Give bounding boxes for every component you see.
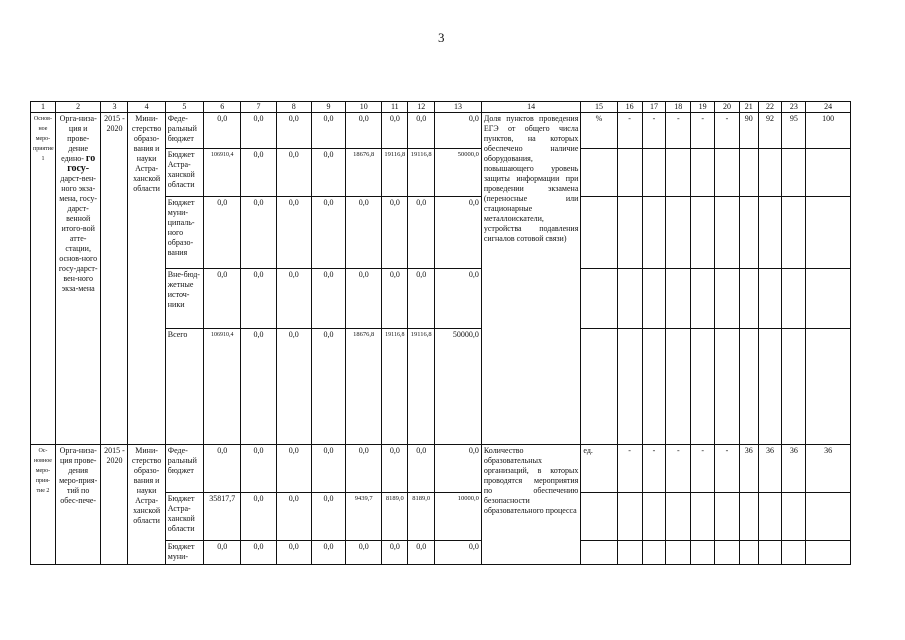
target-cell: - <box>691 445 715 493</box>
target-cell: 36 <box>739 445 758 493</box>
value-cell: 0,0 <box>311 269 345 329</box>
value-cell: 0,0 <box>276 113 311 149</box>
empty-cell <box>739 329 758 445</box>
empty-cell <box>715 493 740 541</box>
target-cell: 36 <box>782 445 806 493</box>
empty-cell <box>806 541 851 565</box>
value-cell: 0,0 <box>241 329 276 445</box>
value-cell: 0,0 <box>408 269 435 329</box>
funding-source: Феде-ральный бюджет <box>165 113 203 149</box>
value-cell: 0,0 <box>204 445 241 493</box>
funding-source: Бюджет Астра-ханской области <box>165 149 203 197</box>
value-cell: 0,0 <box>382 445 408 493</box>
col-header: 8 <box>276 102 311 113</box>
measure-2-period: 2015 - 2020 <box>101 445 128 565</box>
empty-cell <box>782 541 806 565</box>
target-cell: 100 <box>806 113 851 149</box>
funding-source: Бюджет муни-ципаль-ного образо-вания <box>165 197 203 269</box>
value-cell: 0,0 <box>241 113 276 149</box>
value-cell: 0,0 <box>435 197 482 269</box>
empty-cell <box>617 541 642 565</box>
funding-source: Бюджет муни- <box>165 541 203 565</box>
value-cell: 0,0 <box>382 113 408 149</box>
empty-cell <box>617 197 642 269</box>
value-cell: 0,0 <box>346 445 382 493</box>
empty-cell <box>691 329 715 445</box>
funding-source: Феде-ральный бюджет <box>165 445 203 493</box>
empty-cell <box>758 329 782 445</box>
measure-1-indicator: Доля пунктов проведения ЕГЭ от общего числа пунктов, на которых обеспечено наличие оборудования, повышающего уровень защиты информации при проведении экзамена (переносные или стационарные металлоискатели, устройства подавления сигналов сотовой связи) <box>481 113 581 445</box>
value-cell: 0,0 <box>311 493 345 541</box>
measure-1-org-bold: го госу- <box>67 153 96 174</box>
value-cell: 0,0 <box>241 269 276 329</box>
empty-cell <box>581 493 617 541</box>
col-header: 15 <box>581 102 617 113</box>
empty-cell <box>581 329 617 445</box>
value-cell: 0,0 <box>204 269 241 329</box>
col-header: 22 <box>758 102 782 113</box>
measure-1-org-text: Орга-низа-ция и прове-дение едино- <box>59 114 97 163</box>
page-number: 3 <box>438 30 445 45</box>
measure-2-name: Ос-новное меро-прия-тие 2 <box>31 445 56 565</box>
value-cell: 0,0 <box>204 113 241 149</box>
value-cell: 0,0 <box>241 493 276 541</box>
empty-cell <box>715 329 740 445</box>
value-cell: 50000,0 <box>435 149 482 197</box>
empty-cell <box>739 269 758 329</box>
empty-cell <box>782 197 806 269</box>
empty-cell <box>666 493 691 541</box>
col-header: 3 <box>101 102 128 113</box>
col-header: 12 <box>408 102 435 113</box>
value-cell: 0,0 <box>204 541 241 565</box>
value-cell: 10000,0 <box>435 493 482 541</box>
value-cell: 18676,8 <box>346 329 382 445</box>
funding-source: Бюджет Астра-ханской области <box>165 493 203 541</box>
col-header: 6 <box>204 102 241 113</box>
col-header: 1 <box>31 102 56 113</box>
value-cell: 0,0 <box>276 445 311 493</box>
empty-cell <box>642 269 666 329</box>
empty-cell <box>782 329 806 445</box>
empty-cell <box>581 197 617 269</box>
empty-cell <box>715 197 740 269</box>
empty-cell <box>739 149 758 197</box>
program-table <box>30 101 851 565</box>
empty-cell <box>715 149 740 197</box>
indicator-unit: % <box>581 113 617 149</box>
value-cell: 0,0 <box>408 197 435 269</box>
value-cell: 0,0 <box>346 541 382 565</box>
value-cell: 0,0 <box>276 493 311 541</box>
value-cell: 19116,8 <box>382 149 408 197</box>
target-cell: - <box>642 113 666 149</box>
empty-cell <box>617 149 642 197</box>
empty-cell <box>782 269 806 329</box>
empty-cell <box>642 493 666 541</box>
empty-cell <box>806 329 851 445</box>
indicator-unit: ед. <box>581 445 617 493</box>
empty-cell <box>617 329 642 445</box>
target-cell: 95 <box>782 113 806 149</box>
target-cell: - <box>715 445 740 493</box>
empty-cell <box>806 197 851 269</box>
empty-cell <box>758 269 782 329</box>
value-cell: 0,0 <box>435 541 482 565</box>
empty-cell <box>806 149 851 197</box>
measure-1-name: Основ-ное меро-приятие 1 <box>31 113 56 445</box>
measure-1-organization <box>55 113 101 445</box>
empty-cell <box>691 493 715 541</box>
empty-cell <box>642 149 666 197</box>
value-cell: 0,0 <box>241 149 276 197</box>
value-cell: 8189,0 <box>408 493 435 541</box>
target-cell: - <box>642 445 666 493</box>
empty-cell <box>739 197 758 269</box>
empty-cell <box>581 541 617 565</box>
value-cell: 9439,7 <box>346 493 382 541</box>
empty-cell <box>617 269 642 329</box>
empty-cell <box>642 541 666 565</box>
target-cell: - <box>617 445 642 493</box>
value-cell: 19116,8 <box>408 149 435 197</box>
empty-cell <box>617 493 642 541</box>
empty-cell <box>642 329 666 445</box>
value-cell: 50000,0 <box>435 329 482 445</box>
value-cell: 0,0 <box>346 197 382 269</box>
value-cell: 0,0 <box>408 445 435 493</box>
col-header: 18 <box>666 102 691 113</box>
value-cell: 0,0 <box>435 113 482 149</box>
empty-cell <box>691 149 715 197</box>
target-cell: 92 <box>758 113 782 149</box>
measure-2-executor: Мини-стерство образо-вания и науки Астра-ханской области <box>128 445 165 565</box>
measure-2-indicator: Количество образовательных организаций, в которых проводятся мероприятия по обеспечению безопасности образовательного процесса <box>481 445 581 565</box>
col-header: 23 <box>782 102 806 113</box>
value-cell: 0,0 <box>311 149 345 197</box>
empty-cell <box>806 493 851 541</box>
col-header: 16 <box>617 102 642 113</box>
value-cell: 19116,8 <box>408 329 435 445</box>
col-header: 13 <box>435 102 482 113</box>
empty-cell <box>782 149 806 197</box>
measure-1-executor: Мини-стерство образо-вания и науки Астра-ханской области <box>128 113 165 445</box>
col-header: 9 <box>311 102 345 113</box>
empty-cell <box>691 197 715 269</box>
col-header: 20 <box>715 102 740 113</box>
empty-cell <box>739 541 758 565</box>
target-cell: 90 <box>739 113 758 149</box>
header-row <box>31 102 851 113</box>
empty-cell <box>666 269 691 329</box>
measure-2-organization: Орга-низа-ция прове-дения меро-прия-тий по обес-пече- <box>55 445 101 565</box>
value-cell: 0,0 <box>276 149 311 197</box>
value-cell: 0,0 <box>276 269 311 329</box>
m1-row-federal <box>31 113 851 149</box>
value-cell: 0,0 <box>435 269 482 329</box>
empty-cell <box>715 269 740 329</box>
value-cell: 106910,4 <box>204 329 241 445</box>
value-cell: 0,0 <box>276 197 311 269</box>
value-cell: 0,0 <box>382 269 408 329</box>
value-cell: 0,0 <box>204 197 241 269</box>
value-cell: 0,0 <box>408 113 435 149</box>
col-header: 2 <box>55 102 101 113</box>
value-cell: 0,0 <box>346 113 382 149</box>
empty-cell <box>666 329 691 445</box>
target-cell: - <box>617 113 642 149</box>
empty-cell <box>758 197 782 269</box>
target-cell: - <box>666 113 691 149</box>
empty-cell <box>581 149 617 197</box>
empty-cell <box>715 541 740 565</box>
empty-cell <box>666 541 691 565</box>
measure-1-org-text-rest: дарст-вен-ного экза-мена, госу-дарст-венной итого-вой атте-стации, основ-ного госу-дарст-вен-ного экза-мена <box>58 174 98 293</box>
col-header: 14 <box>481 102 581 113</box>
empty-cell <box>666 149 691 197</box>
empty-cell <box>758 493 782 541</box>
col-header: 19 <box>691 102 715 113</box>
value-cell: 0,0 <box>276 541 311 565</box>
value-cell: 0,0 <box>241 445 276 493</box>
empty-cell <box>758 541 782 565</box>
col-header: 21 <box>739 102 758 113</box>
value-cell: 106910,4 <box>204 149 241 197</box>
col-header: 4 <box>128 102 165 113</box>
value-cell: 0,0 <box>346 269 382 329</box>
empty-cell <box>739 493 758 541</box>
col-header: 11 <box>382 102 408 113</box>
value-cell: 8189,0 <box>382 493 408 541</box>
measure-1-period: 2015 - 2020 <box>101 113 128 445</box>
value-cell: 0,0 <box>382 541 408 565</box>
target-cell: 36 <box>758 445 782 493</box>
empty-cell <box>758 149 782 197</box>
target-cell: - <box>691 113 715 149</box>
empty-cell <box>806 269 851 329</box>
empty-cell <box>642 197 666 269</box>
value-cell: 0,0 <box>276 329 311 445</box>
funding-source: Вне-бюд-жетные источ-ники <box>165 269 203 329</box>
value-cell: 0,0 <box>241 197 276 269</box>
funding-source: Всего <box>165 329 203 445</box>
value-cell: 35817,7 <box>204 493 241 541</box>
value-cell: 0,0 <box>311 197 345 269</box>
m2-row-federal <box>31 445 851 493</box>
value-cell: 0,0 <box>311 113 345 149</box>
empty-cell <box>581 269 617 329</box>
col-header: 5 <box>165 102 203 113</box>
col-header: 10 <box>346 102 382 113</box>
value-cell: 0,0 <box>408 541 435 565</box>
value-cell: 0,0 <box>311 445 345 493</box>
target-cell: - <box>666 445 691 493</box>
col-header: 17 <box>642 102 666 113</box>
col-header: 7 <box>241 102 276 113</box>
empty-cell <box>666 197 691 269</box>
value-cell: 0,0 <box>311 329 345 445</box>
value-cell: 0,0 <box>435 445 482 493</box>
value-cell: 0,0 <box>382 197 408 269</box>
value-cell: 19116,8 <box>382 329 408 445</box>
empty-cell <box>782 493 806 541</box>
value-cell: 0,0 <box>241 541 276 565</box>
empty-cell <box>691 541 715 565</box>
value-cell: 0,0 <box>311 541 345 565</box>
value-cell: 18676,8 <box>346 149 382 197</box>
target-cell: - <box>715 113 740 149</box>
empty-cell <box>691 269 715 329</box>
target-cell: 36 <box>806 445 851 493</box>
col-header: 24 <box>806 102 851 113</box>
